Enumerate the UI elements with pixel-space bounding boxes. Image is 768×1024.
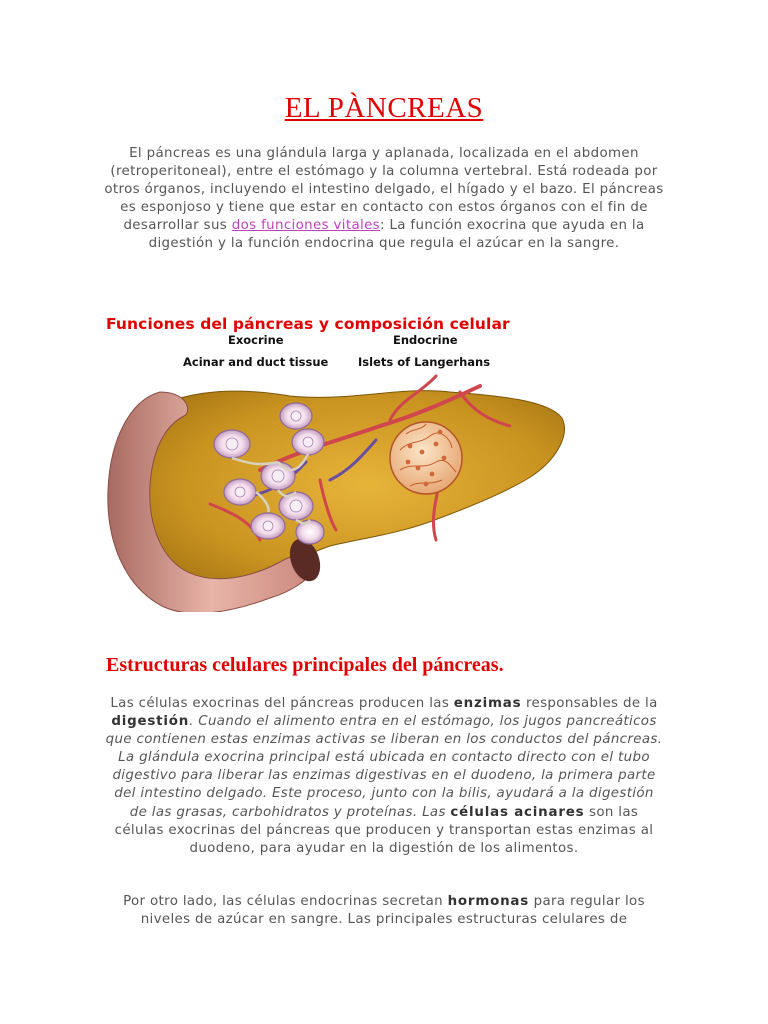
label-endocrine: Endocrine [393, 333, 458, 347]
term-enzimas: enzimas [453, 696, 522, 711]
intro-text-2: : La función exocrina que ayuda en la digestión y la función endocrina que regula el azúcar en la sangre. [148, 218, 645, 252]
term-celulas-acinares: células acinares [450, 804, 585, 820]
functions-heading: Funciones del páncreas y composición celular [106, 315, 510, 333]
endocrine-paragraph [104, 893, 664, 929]
label-acinar-duct: Acinar and duct tissue [183, 355, 329, 369]
exocrine-paragraph [104, 695, 664, 858]
page-title: EL PÀNCREAS [284, 92, 484, 124]
para2-text-3: . Cuando el alimento entra en el estómago, los jugos pancreáticos que contienen estas enzimas activas se liberan en los conductos del páncreas. La glándula exocrina principal está ubicada en contacto directo con el tubo digestivo para liberar las enzimas digestivas en el duodeno, la primera parte del intestino delgado. Este proceso, junto con la bilis, ayudará a la digestión de las grasas, carbohidratos y proteínas. Las [105, 714, 663, 820]
intro-paragraph [104, 145, 664, 254]
para2-text-4: son las células exocrinas del páncreas que producen y transportan estas enzimas al duodeno, para ayudar en la digestión de los alimentos. [114, 804, 654, 856]
label-exocrine: Exocrine [228, 333, 284, 347]
para2-text-2: responsables de la [521, 696, 658, 711]
vital-functions-link[interactable]: dos funciones vitales [231, 218, 380, 234]
label-islets: Islets of Langerhans [358, 355, 491, 369]
intro-text-1: El páncreas es una glándula larga y aplanada, localizada en el abdomen (retroperitoneal), entre el estómago y la columna vertebral. Está rodeada por otros órganos, incluyendo el intestino delgado, el hígado y el bazo. El páncreas es esponjoso y tiene que estar en contacto con estos órganos con el fin de desarrollar sus [104, 146, 664, 234]
para3-text-2: para regular los niveles de azúcar en sangre. Las principales estructuras celulares de [140, 894, 645, 928]
cell-structures-heading: Estructuras celulares principales del páncreas. [106, 654, 504, 676]
term-hormonas: hormonas [447, 894, 530, 909]
islet-of-langerhans [390, 422, 462, 494]
term-digestion: digestión [111, 714, 190, 730]
para2-text-1: Las células exocrinas del páncreas producen las [110, 696, 454, 711]
pancreas-illustration [100, 330, 570, 612]
para3-text-1: Por otro lado, las células endocrinas secretan [123, 894, 448, 909]
